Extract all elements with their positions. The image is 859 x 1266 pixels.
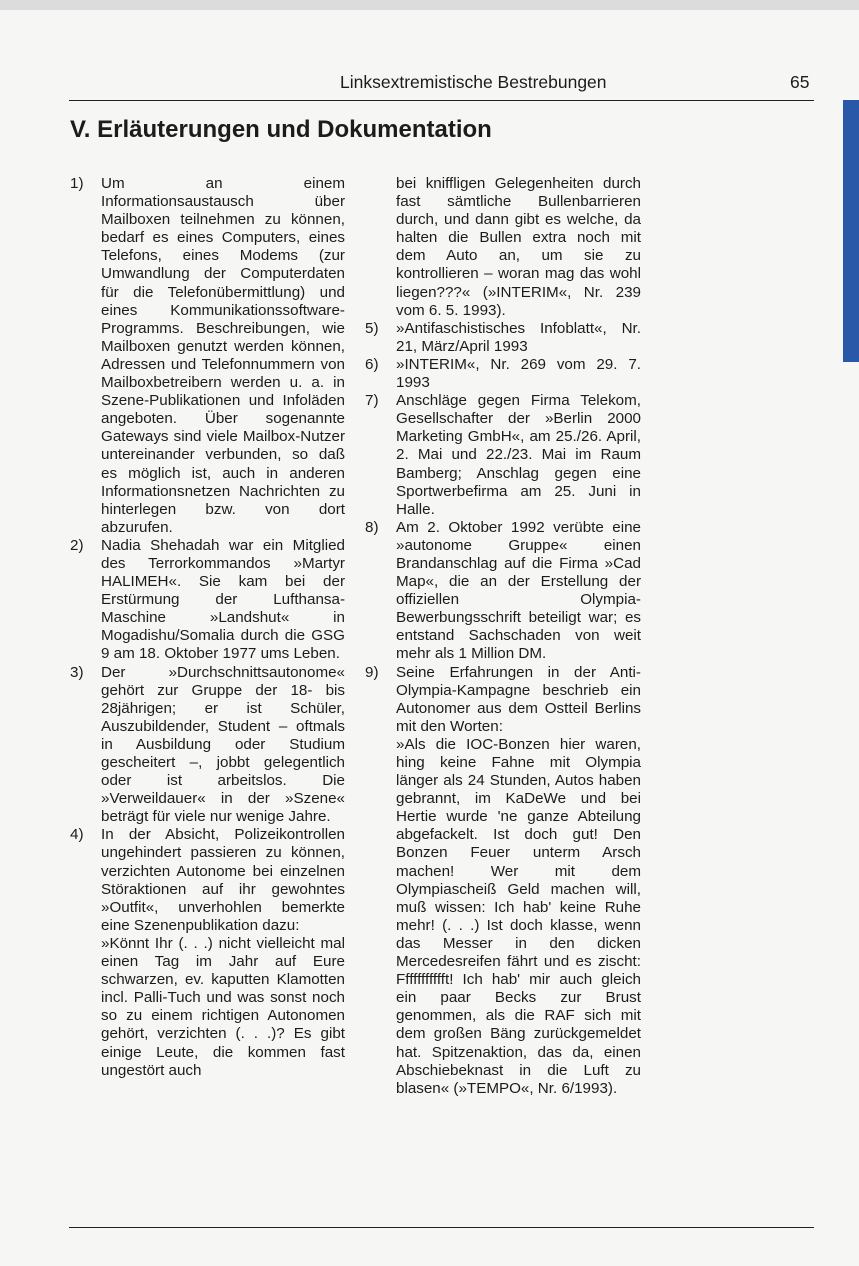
chapter-thumb-tab <box>843 100 859 362</box>
right-column <box>365 175 641 1098</box>
note-text: Nadia Shehadah war ein Mitglied des Terrorkommandos »Martyr HALIMEH«. Sie kam bei der Erstürmung der Lufthansa-Maschine »Landshut« in Mogadishu/Somalia durch die GSG 9 am 18. Oktober 1977 ums Leben. <box>101 536 345 663</box>
note-number: 4) <box>70 826 84 844</box>
note-5 <box>365 320 641 356</box>
note-2 <box>70 537 345 664</box>
note-quote: »Könnt Ihr (. . .) nicht vielleicht mal einen Tag im Jahr auf Eure schwarzen, ev. kaputten Klamotten incl. Palli-Tuch und was sonst noch so zu einem richtigen Autonomen gehört, verzichten (. . .)? Es gibt einige Leute, die kommen fast ungestört auch <box>101 934 345 1079</box>
note-6 <box>365 356 641 392</box>
note-7 <box>365 392 641 519</box>
note-number: 6) <box>365 355 379 373</box>
note-number: 3) <box>70 663 84 681</box>
running-head: Linksextremistische Bestrebungen <box>340 72 607 92</box>
header-rule <box>69 100 814 101</box>
note-text: Am 2. Oktober 1992 verübte eine »autonome Gruppe« einen Brandanschlag auf die Firma »Cad Map«, die an der Erstellung der offiziellen Olympia-Bewerbungsschrift beteiligt war; es entstand Sachschaden von weit mehr als 1 Million DM. <box>396 518 641 663</box>
note-number: 9) <box>365 663 379 681</box>
note-number: 8) <box>365 518 379 536</box>
note-9 <box>365 664 641 1098</box>
note-text: Seine Erfahrungen in der Anti-Olympia-Kampagne beschrieb ein Autonomer aus dem Ostteil Berlins mit den Worten: <box>396 663 641 735</box>
note-text: »INTERIM«, Nr. 269 vom 29. 7. 1993 <box>396 355 641 392</box>
note-4-continued <box>365 175 641 320</box>
note-number: 7) <box>365 392 379 410</box>
note-1 <box>70 175 345 537</box>
note-8 <box>365 519 641 664</box>
note-text: »Antifaschistisches Infoblatt«, Nr. 21, März/April 1993 <box>396 319 641 355</box>
top-scan-band <box>0 0 859 10</box>
note-text: In der Absicht, Polizeikontrollen ungehindert passieren zu können, verzichten Autonome bei einzelnen Störaktionen auf ihr gewohntes »Outfit«, unverhohlen bemerkte eine Szenenpublikation dazu: <box>101 826 345 934</box>
note-number: 1) <box>70 175 84 192</box>
page-number: 65 <box>790 72 810 92</box>
note-quote: »Als die IOC-Bonzen hier waren, hing keine Fahne mit Olympia länger als 24 Stunden, Autos haben gebrannt, im KaDeWe und bei Hertie wurde 'ne ganze Abteilung abgefackelt. Ist doch gut! Den Bonzen Feuer unterm Arsch machen! Wer mit dem Olympiascheiß Geld machen will, muß wissen: Ich hab' keine Ruhe mehr! (. . .) Ist doch klasse, wenn das Messer in den dicken Mercedesreifen fährt und es zischt: Ffffffffffft! Ich hab' mir auch gleich ein paar Becks zur Brust genommen, als die RAF sich mit dem großen Bäng zurückgemeldet hat. Spitzenaktion, das da, einen Abschiebeknast in die Luft zu blasen« (»TEMPO«, Nr. 6/1993). <box>396 735 641 1097</box>
note-quote-continued: bei kniffligen Gelegenheiten durch fast sämtliche Bullenbarrieren durch, und dann gibt es welche, da halten die Bullen extra noch mit dem Auto an, um sie zu kontrollieren – woran mag das wohl liegen???« (»INTERIM«, Nr. 239 vom 6. 5. 1993). <box>396 175 641 319</box>
note-number: 5) <box>365 319 379 337</box>
note-text: Der »Durchschnittsautonome« gehört zur Gruppe der 18- bis 28jährigen; er ist Schüler, Auszubildender, Student – oftmals in Ausbildung oder Studium gescheitert –, jobbt gelegentlich oder ist arbeitslos. Die »Verweildauer« in der »Szene« beträgt für viele nur wenige Jahre. <box>101 663 345 826</box>
note-number: 2) <box>70 536 84 554</box>
note-3 <box>70 664 345 827</box>
note-4 <box>70 826 345 1079</box>
footer-rule <box>69 1227 814 1228</box>
note-text: Anschläge gegen Firma Telekom, Gesellschafter der »Berlin 2000 Marketing GmbH«, am 25./26. April, 2. Mai und 22./23. Mai im Raum Bamberg; Anschlag gegen eine Sportwerbefirma am 25. Juni in Halle. <box>396 392 641 518</box>
note-text: Um an einem Informationsaustausch über Mailboxen teilnehmen zu können, bedarf es eines Computers, eines Telefons, eines Modems (zur Umwandlung der Computerdaten für die Telefonübermittlung) und eines Kommunikationssoftware-Programms. Beschreibungen, wie Mailboxen genutzt werden können, Adressen und Telefonnummern von Mailboxbetreibern werden u. a. in Szene-Publikationen und Infoläden angeboten. Über sogenannte Gateways sind viele Mailbox-Nutzer untereinander verbunden, so daß es möglich ist, auch in anderen Informationsnetzen Nachrichten zu hinterlegen bzw. von dort abzurufen. <box>101 175 345 536</box>
left-column <box>70 175 345 1080</box>
section-title: V. Erläuterungen und Dokumentation <box>70 116 492 143</box>
